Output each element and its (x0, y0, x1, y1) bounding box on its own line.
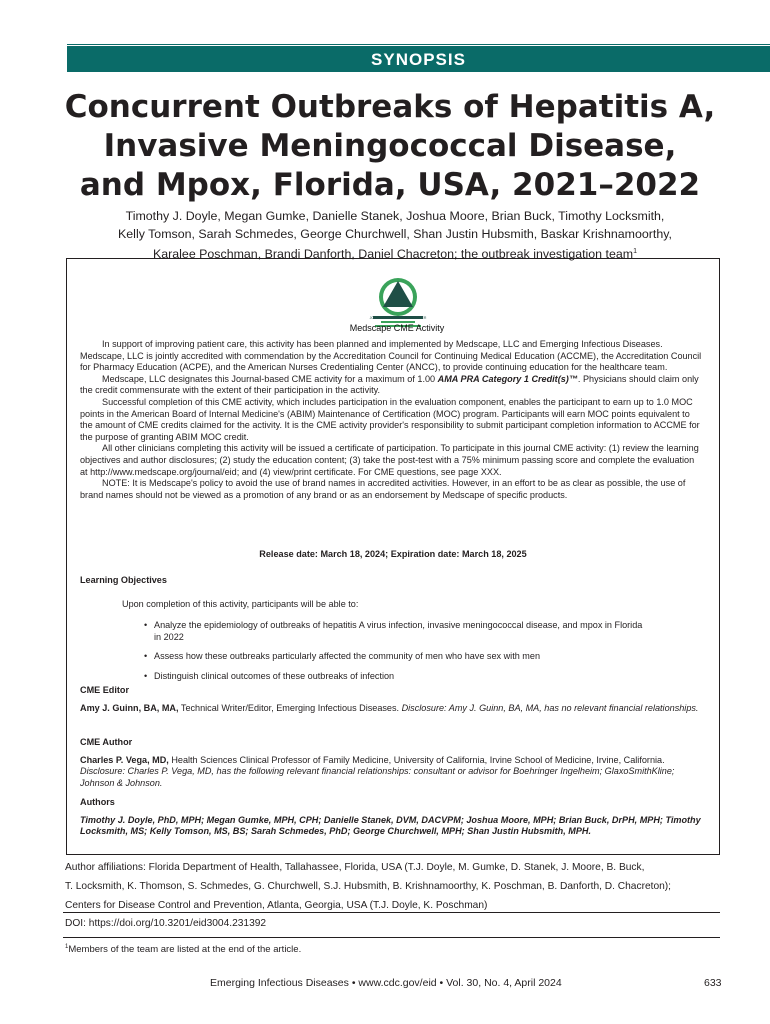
section-heading: CME Editor (80, 685, 130, 695)
doi-link[interactable]: DOI: https://doi.org/10.3201/eid3004.231392 (65, 918, 267, 929)
author-line: Timothy J. Doyle, Megan Gumke, Danielle Stanek, Joshua Moore, Brian Buck, Timothy Locksmith, (125, 209, 665, 223)
objectives-intro: Upon completion of this activity, participants will be able to: (122, 598, 359, 609)
divider (63, 912, 720, 913)
title-line: and Mpox, Florida, USA, 2021–2022 (79, 167, 701, 203)
banner-rule (67, 44, 770, 45)
cme-author (80, 737, 704, 789)
learning-objectives (80, 575, 704, 691)
article-title (40, 88, 740, 205)
release-date: Release date: March 18, 2024; Expiration date: March 18, 2025 (259, 549, 527, 559)
section-banner: SYNOPSIS (67, 46, 770, 72)
cme-intro (80, 339, 704, 501)
affiliation-line: Author affiliations: Florida Department of Health, Tallahassee, Florida, USA (T.J. Doyle, M. Gumke, D. Stanek, J. Moore, B. Buck, (65, 862, 645, 873)
section-heading: Learning Objectives (80, 575, 167, 585)
editor-entry: Amy J. Guinn, BA, MA, Technical Writer/Editor, Emerging Infectious Diseases. Disclosure: Amy J. Guinn, BA, MA, has no relevant financial relationships. (80, 702, 699, 713)
logo-caption: Medscape CME Activity (349, 323, 445, 333)
section-heading: Authors (80, 797, 115, 807)
footnote: $^1$Members of the team are listed at the end of the article. (65, 944, 302, 956)
logo-small-text: JOINTLY ACCREDITED PROVIDER (369, 316, 427, 320)
list-item: • Analyze the epidemiology of outbreaks of hepatitis A virus infection, invasive meningococcal disease, and mpox in Florida in 2022 (144, 620, 644, 643)
cme-editor (80, 685, 704, 714)
title-line: Invasive Meningococcal Disease, (103, 128, 677, 164)
author-list (60, 207, 730, 263)
paragraph: NOTE: It is Medscape's policy to avoid the use of brand names in accredited activities. However, in an effort to be as clear as possible, the use of brand names should not be viewed as a promotion of any brand or as an endorsement by Medscape of specific products. (80, 478, 686, 500)
objectives-list (80, 620, 704, 682)
credit-label: AMA PRA Category 1 Credit(s)™ (437, 373, 578, 384)
paragraph: In support of improving patient care, this activity has been planned and implemented by Medscape, LLC and Emerging Infectious Diseases. Medscape, LLC is jointly accredited with commendation by the Accreditation Council for Continuing Medical Education (ACCME), the Accreditation Council for Pharmacy Education (ACPE), and the American Nurses Credentialing Center (ANCC), to provide continuing education for the healthcare team. (80, 339, 702, 373)
authors-section (80, 797, 704, 838)
affiliation-line: Centers for Disease Control and Prevention, Atlanta, Georgia, USA (T.J. Doyle, K. Poschman) (65, 900, 488, 911)
section-heading: CME Author (80, 737, 133, 747)
paragraph: All other clinicians completing this activity will be issued a certificate of participation. To participate in this journal CME activity: (1) review the learning objectives and author disclosures; (2) study the education content; (3) take the post-test with a 75% minimum passing score and complete the evaluation at http://www.medscape.org/journal/eid; and (4) view/print certificate. For CME questions, see page XXX. (80, 443, 699, 477)
authors-disclosure: Timothy J. Doyle, PhD, MPH; Megan Gumke, MPH, CPH; Danielle Stanek, DVM, DACVPM; Joshua Moore, MPH; Brian Buck, DrPH, MPH; Timothy Locksmith, MS; Kelly Tomson, MS, BS; Sarah Schmedes, PhD; George Churchwell, MPH; Shan Justin Hubsmith, MPH. (80, 814, 701, 837)
author-affiliations (65, 858, 725, 915)
author-line: Kelly Tomson, Sarah Schmedes, George Churchwell, Shan Justin Hubsmith, Baskar Krishnamoorthy, (118, 227, 672, 241)
page-number: 633 (704, 977, 722, 989)
divider (63, 937, 720, 938)
footnote-marker: 1 (633, 248, 637, 255)
author-entry: Charles P. Vega, MD, Health Sciences Clinical Professor of Family Medicine, University of California, Irvine School of Medicine, Irvine, California. Disclosure: Charles P. Vega, MD, has the following relevant financial relationships: consultant or advisor for Boehringer Ingelheim; GlaxoSmithKline; Johnson & Johnson. (80, 754, 675, 788)
paragraph: Successful completion of this CME activity, which includes participation in the evaluation component, enables the participant to earn up to 1.0 MOC points in the American Board of Internal Medicine's (ABIM) Maintenance of Certification (MOC) program. Participants will earn MOC points equivalent to the amount of CME credits claimed for the activity. It is the CME activity provider's responsibility to submit participant completion information to ACCME for the purpose of granting ABIM MOC credit. (80, 396, 700, 442)
cme-box (66, 258, 720, 855)
affiliation-line: T. Locksmith, K. Thomson, S. Schmedes, G. Churchwell, S.J. Hubsmith, B. Krishnamoorthy, K. Poschman, B. Danforth, D. Chacreton); (65, 881, 672, 892)
list-item: • Distinguish clinical outcomes of these outbreaks of infection (144, 671, 644, 683)
author-line: Karalee Poschman, Brandi Danforth, Daniel Chacreton; the outbreak investigation team$^1$ (153, 247, 637, 262)
list-item: • Assess how these outbreaks particularly affected the community of men who have sex with men (144, 651, 644, 663)
paragraph: Medscape, LLC designates this Journal-based CME activity for a maximum of 1.00 AMA PRA Category 1 Credit(s)™. Physicians should claim only the credit commensurate with the extent of their participation in the activity. (80, 373, 699, 396)
page-footer: Emerging Infectious Diseases • www.cdc.gov/eid • Vol. 30, No. 4, April 2024 (210, 977, 562, 989)
title-line: Concurrent Outbreaks of Hepatitis A, (64, 89, 716, 125)
